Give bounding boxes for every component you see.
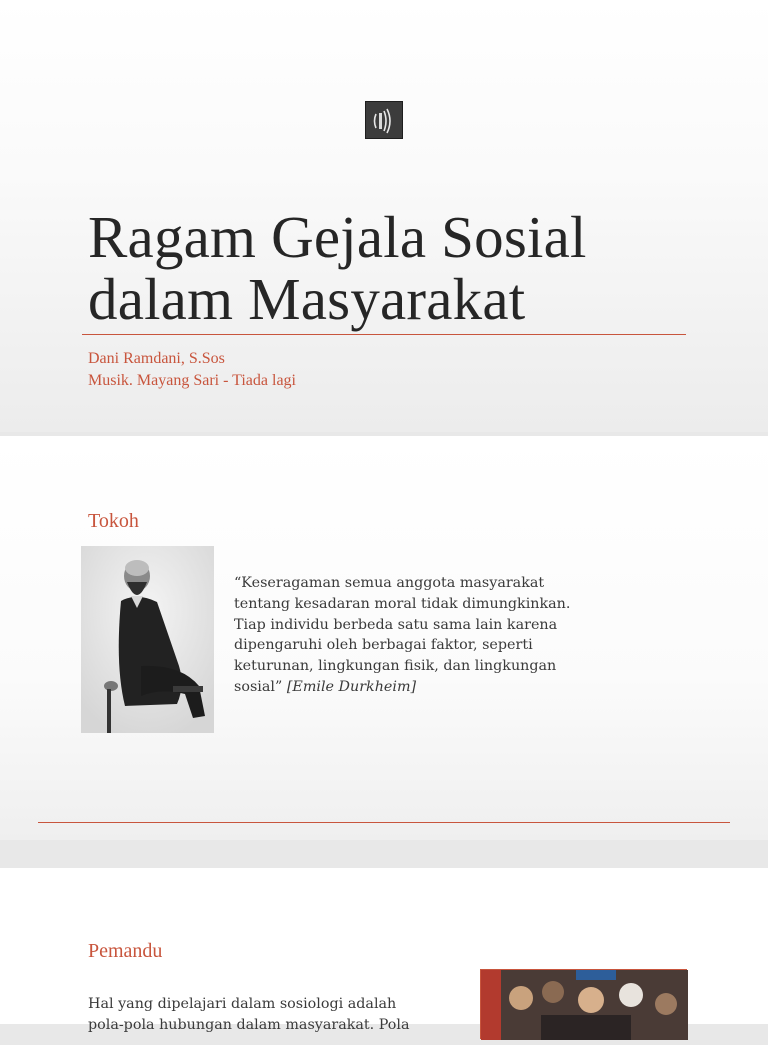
audio-speaker-icon[interactable] [365,101,403,139]
section-heading-tokoh: Tokoh [88,510,139,532]
slide-divider [38,822,730,823]
quote-text: “Keseragaman semua anggota masyarakat tentang kesadaran moral tidak dimungkinkan. Tiap individu berbeda satu sama lain karena dipengaruhi oleh berbagai faktor, seperti keturunan, lingkungan fisik, dan lingkungan sosial” [234,575,571,695]
crowd-photo [480,969,687,1039]
quote-source: [Emile Durkheim] [286,678,417,695]
title-slide [0,0,768,432]
body-line-1: Hal yang dipelajari dalam sosiologi adalah [88,996,397,1012]
tokoh-slide [0,436,768,840]
section-heading-pemandu: Pemandu [88,940,163,962]
page-title [88,206,728,330]
durkheim-portrait-photo [81,546,214,733]
subtitle [88,348,296,392]
title-line-2: dalam Masyarakat [88,266,526,332]
music-credit: Musik. Mayang Sari - Tiada lagi [88,372,296,389]
title-line-1: Ragam Gejala Sosial [88,204,587,270]
pemandu-slide [0,868,768,1033]
pemandu-body-text [88,994,428,1036]
title-divider [82,334,686,335]
author-name: Dani Ramdani, S.Sos [88,350,225,367]
durkheim-quote [234,573,574,698]
body-line-2: pola-pola hubungan dalam masyarakat. Pola [88,1016,410,1033]
